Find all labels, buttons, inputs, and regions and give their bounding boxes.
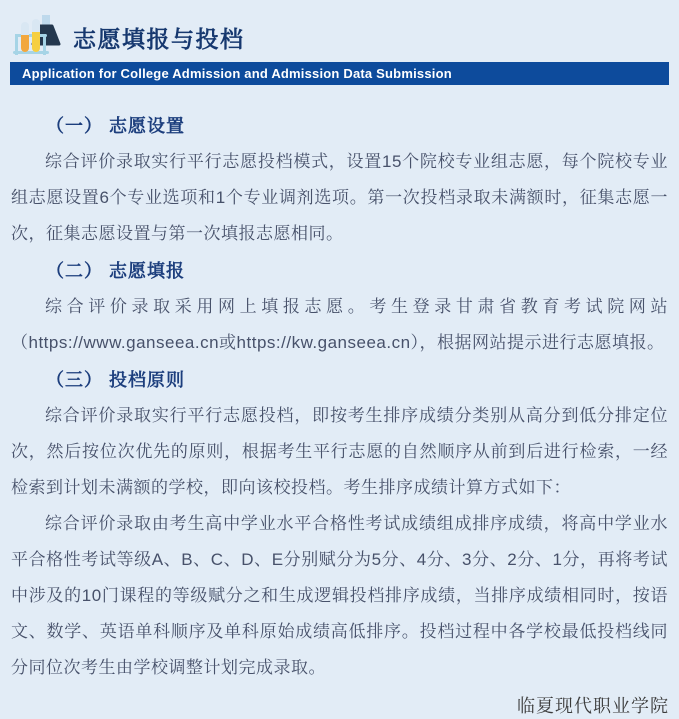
section-3-paragraph-2: 综合评价录取由考生高中学业水平合格性考试成绩组成排序成绩，将高中学业水平合格性考试等级A、B、C、D、E分别赋分为5分、4分、3分、2分、1分，再将考试中涉及的10门课程的等级赋分之和生成逻辑投档排序成绩，当排序成绩相同时，按语文、数学、英语单科顺序及单科原始成绩高低排序。投档过程中各学校最低投档线同分同位次考生由学校调整计划完成录取。 xyxy=(11,514,668,677)
section-heading-3: （三） 投档原则 xyxy=(46,370,186,390)
page-title: 志愿填报与投档 xyxy=(73,25,245,52)
section-heading-2: （二） 志愿填报 xyxy=(46,261,186,281)
document-body xyxy=(10,113,669,686)
section-3-paragraph-1: 综合评价录取实行平行志愿投档，即按考生排序成绩分类别从高分到低分排定位次，然后按位次优先的原则，根据考生平行志愿的自然顺序从前到后进行检索，一经检索到计划未满额的学校，即向该校投档。考生排序成绩计算方式如下： xyxy=(11,406,668,497)
section-2-paragraph-1: 综合评价录取采用网上填报志愿。考生登录甘肃省教育考试院网站（https://www.ganseea.cn或https://kw.ganseea.cn），根据网站提示进行志愿填报。 xyxy=(11,297,668,352)
page-header xyxy=(10,14,669,60)
section-heading-1: （一） 志愿设置 xyxy=(46,116,186,136)
lab-flask-icon xyxy=(12,15,64,59)
watermark: 临夏现代职业学院 xyxy=(517,696,669,716)
section-1-paragraph-1: 综合评价录取实行平行志愿投档模式，设置15个院校专业组志愿，每个院校专业组志愿设置6个专业选项和1个专业调剂选项。第一次投档录取未满额时，征集志愿一次，征集志愿设置与第一次填报志愿相同。 xyxy=(11,152,668,243)
english-subtitle-bar xyxy=(10,62,669,85)
english-subtitle-text: Application for College Admission and Admission Data Submission xyxy=(22,66,452,81)
